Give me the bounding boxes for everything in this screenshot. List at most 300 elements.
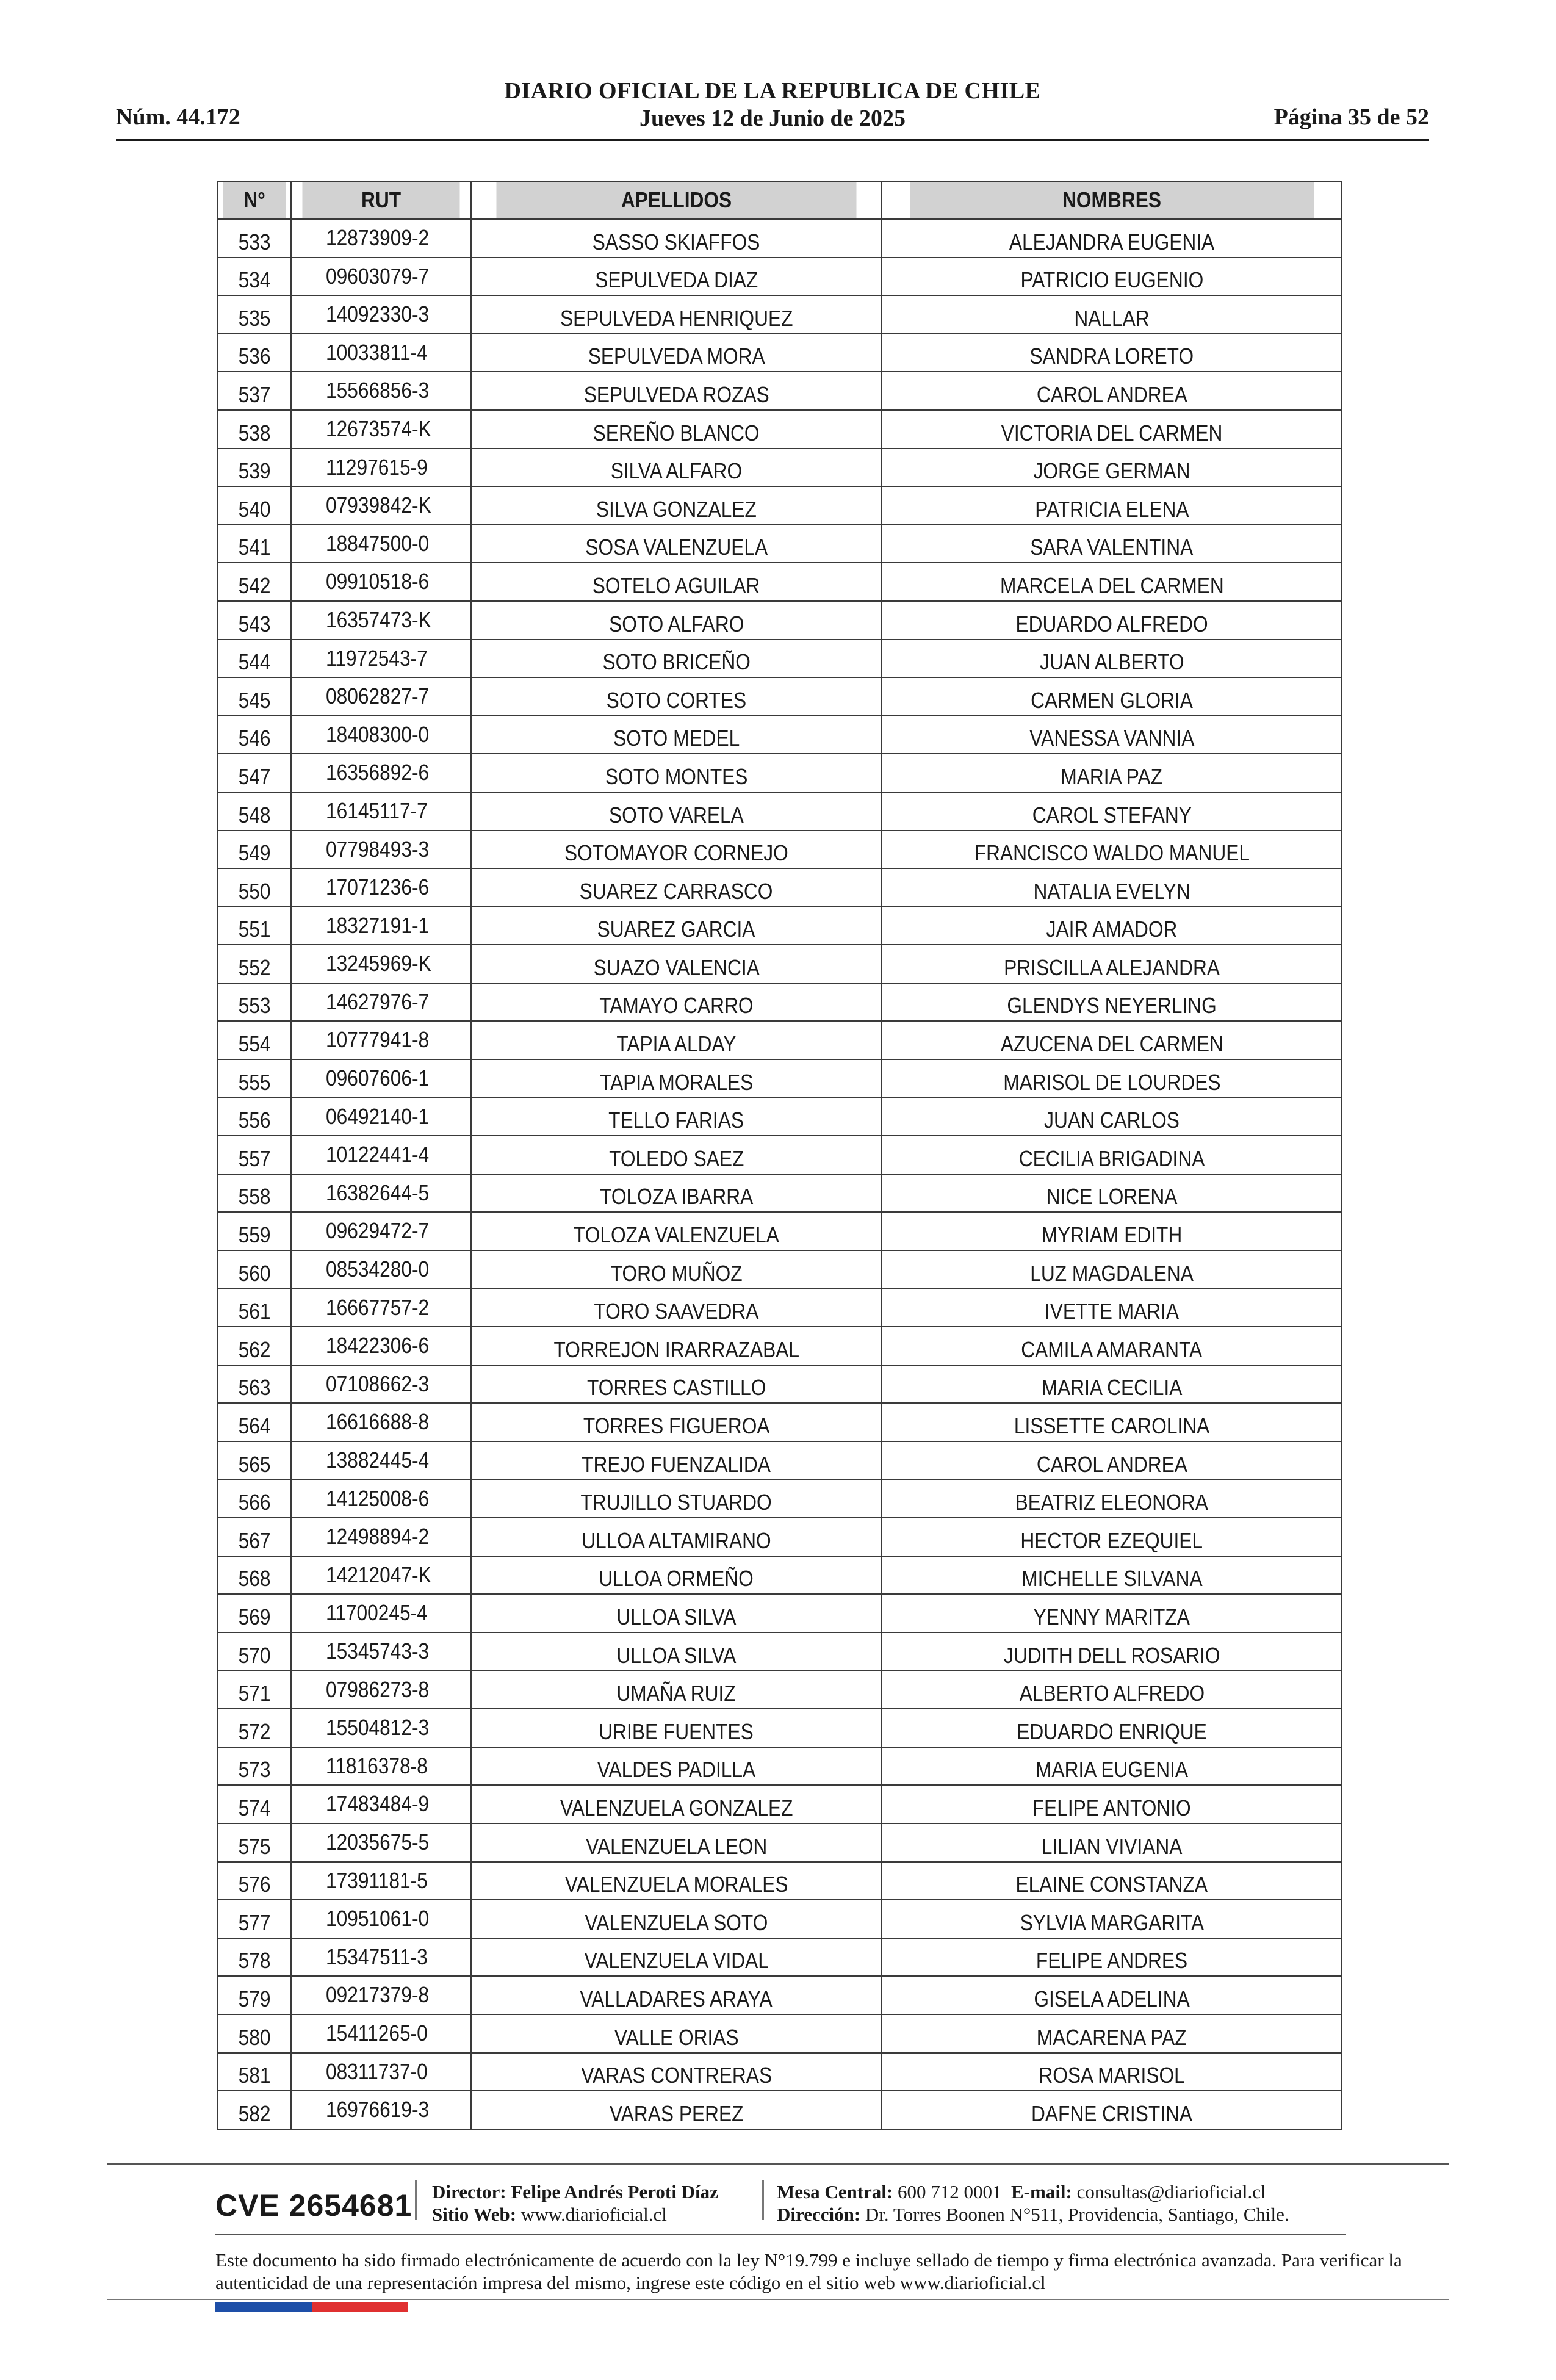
rut-cell: [291, 831, 471, 869]
rut-cell-text: 07798493-3: [326, 836, 430, 862]
row-number: [218, 601, 291, 640]
row-number: [218, 1518, 291, 1556]
table-row: [218, 295, 1342, 334]
nombres-cell: [882, 1594, 1342, 1632]
apellidos-cell: [471, 1480, 882, 1518]
apellidos-cell-text: TORRES FIGUEROA: [583, 1413, 770, 1438]
nombres-cell-text: JORGE GERMAN: [1033, 458, 1190, 484]
apellidos-cell: [471, 868, 882, 907]
apellidos-cell-text: TORO SAAVEDRA: [594, 1299, 759, 1324]
nombres-cell: [882, 449, 1342, 487]
rut-cell-text: 18327191-1: [326, 912, 430, 938]
apellidos-cell: [471, 334, 882, 372]
nombres-cell: [882, 1709, 1342, 1747]
apellidos-cell-text: TOLEDO SAEZ: [608, 1145, 744, 1171]
nombres-cell-text: FRANCISCO WALDO MANUEL: [974, 840, 1250, 866]
row-number: [218, 1136, 291, 1174]
table-row: [218, 449, 1342, 487]
row-number: [218, 449, 291, 487]
table-row: [218, 1785, 1342, 1823]
rut-cell-text: 13245969-K: [326, 951, 431, 976]
nombres-cell-text: ROSA MARISOL: [1039, 2063, 1185, 2088]
nombres-cell: [882, 1136, 1342, 1174]
nombres-cell: [882, 486, 1342, 525]
rut-cell: [291, 677, 471, 716]
apellidos-cell: [471, 1098, 882, 1136]
rut-cell: [291, 1594, 471, 1632]
table-row: [218, 2053, 1342, 2091]
nombres-cell-text: LISSETTE CAROLINA: [1014, 1413, 1210, 1438]
issue-number: Núm. 44.172: [116, 104, 240, 130]
nombres-cell-text: CARMEN GLORIA: [1031, 687, 1193, 713]
apellidos-cell-text: TORO MUÑOZ: [610, 1260, 743, 1286]
rut-cell: [291, 334, 471, 372]
row-number: [218, 868, 291, 907]
nombres-cell: [882, 1021, 1342, 1059]
email-link[interactable]: consultas@diarioficial.cl: [1076, 2181, 1266, 2202]
row-number-text: 570: [238, 1642, 271, 1668]
row-number-text: 541: [238, 535, 271, 560]
rut-cell-text: 16356892-6: [326, 760, 430, 785]
table-row: [218, 1862, 1342, 1900]
apellidos-cell-text: VALLE ORIAS: [614, 2024, 739, 2050]
rut-cell-text: 18408300-0: [326, 721, 430, 747]
apellidos-cell: [471, 372, 882, 410]
apellidos-cell: [471, 1976, 882, 2014]
rut-cell-text: 10122441-4: [326, 1142, 430, 1167]
row-number-text: 540: [238, 496, 271, 522]
nombres-cell-text: NICE LORENA: [1046, 1184, 1178, 1210]
row-number-text: 547: [238, 763, 271, 789]
apellidos-cell-text: VALENZUELA GONZALEZ: [560, 1795, 793, 1820]
row-number: [218, 295, 291, 334]
apellidos-cell-text: SOTO MEDEL: [613, 726, 740, 751]
row-number-text: 567: [238, 1527, 271, 1553]
apellidos-cell: [471, 410, 882, 449]
nombres-cell-text: GISELA ADELINA: [1034, 1986, 1190, 2011]
table-row: [218, 334, 1342, 372]
apellidos-cell-text: ULLOA SILVA: [616, 1604, 737, 1629]
row-number: [218, 792, 291, 831]
nombres-cell: [882, 1785, 1342, 1823]
row-number-text: 579: [238, 1986, 271, 2011]
footer-separator: [762, 2180, 764, 2220]
table-row: [218, 754, 1342, 792]
rut-cell-text: 15566856-3: [326, 378, 430, 403]
table-row: [218, 1823, 1342, 1862]
nombres-cell: [882, 1823, 1342, 1862]
nombres-cell-text: DAFNE CRISTINA: [1031, 2101, 1193, 2126]
nombres-cell-text: VICTORIA DEL CARMEN: [1001, 420, 1223, 445]
nombres-cell: [882, 1671, 1342, 1709]
rut-cell-text: 10033811-4: [326, 339, 428, 365]
nombres-cell: [882, 792, 1342, 831]
table-row: [218, 1136, 1342, 1174]
nombres-cell: [882, 983, 1342, 1022]
nombres-cell-text: LILIAN VIVIANA: [1041, 1833, 1183, 1859]
website-link[interactable]: www.diarioficial.cl: [520, 2204, 667, 2225]
nombres-cell-text: MYRIAM EDITH: [1041, 1222, 1183, 1248]
nombres-cell-text: PRISCILLA ALEJANDRA: [1004, 954, 1220, 980]
nombres-cell: [882, 410, 1342, 449]
row-number-text: 545: [238, 687, 271, 713]
nombres-cell: [882, 907, 1342, 945]
table-row: [218, 1289, 1342, 1327]
apellidos-cell-text: VALDES PADILLA: [597, 1757, 756, 1783]
row-number-text: 546: [238, 726, 271, 751]
nombres-cell: [882, 1747, 1342, 1786]
nombres-cell-text: ALEJANDRA EUGENIA: [1009, 229, 1215, 254]
apellidos-cell: [471, 1518, 882, 1556]
apellidos-cell: [471, 1021, 882, 1059]
rut-cell: [291, 295, 471, 334]
rut-cell: [291, 716, 471, 754]
rut-cell: [291, 1709, 471, 1747]
row-number-text: 554: [238, 1031, 271, 1057]
apellidos-cell: [471, 486, 882, 525]
row-number: [218, 1709, 291, 1747]
apellidos-cell-text: SUAZO VALENCIA: [593, 954, 760, 980]
rut-cell: [291, 1327, 471, 1365]
rut-cell: [291, 1250, 471, 1289]
table-row: [218, 601, 1342, 640]
row-number: [218, 1823, 291, 1862]
nombres-cell-text: GLENDYS NEYERLING: [1007, 993, 1217, 1019]
apellidos-cell: [471, 907, 882, 945]
nombres-cell-text: JAIR AMADOR: [1046, 917, 1178, 942]
row-number: [218, 640, 291, 678]
apellidos-cell: [471, 2053, 882, 2091]
apellidos-cell-text: TOLOZA IBARRA: [599, 1184, 754, 1210]
row-number: [218, 486, 291, 525]
rut-cell-text: 15411265-0: [326, 2020, 428, 2046]
apellidos-cell: [471, 1823, 882, 1862]
table-row: [218, 1747, 1342, 1786]
apellidos-cell: [471, 1403, 882, 1441]
row-number: [218, 1862, 291, 1900]
row-number: [218, 1289, 291, 1327]
rut-cell-text: 08311737-0: [326, 2058, 428, 2084]
nombres-cell: [882, 1365, 1342, 1404]
table-row: [218, 525, 1342, 563]
row-number-text: 536: [238, 344, 271, 369]
flag-stripe-red: [312, 2302, 408, 2312]
rut-cell-text: 14212047-K: [326, 1562, 431, 1587]
apellidos-cell-text: UMAÑA RUIZ: [616, 1681, 737, 1706]
table-row: [218, 372, 1342, 410]
nombres-cell-text: PATRICIA ELENA: [1034, 496, 1189, 522]
table-row: [218, 677, 1342, 716]
footer-divider-middle: [215, 2234, 1346, 2235]
row-number: [218, 219, 291, 258]
nombres-cell: [882, 1327, 1342, 1365]
row-number: [218, 258, 291, 296]
apellidos-cell-text: SILVA ALFARO: [610, 458, 743, 484]
apellidos-cell: [471, 1289, 882, 1327]
apellidos-cell: [471, 1785, 882, 1823]
apellidos-cell: [471, 1594, 882, 1632]
masthead: [116, 77, 1429, 132]
apellidos-cell-text: VALENZUELA SOTO: [585, 1909, 768, 1935]
table-row: [218, 1212, 1342, 1250]
row-number-text: 534: [238, 267, 271, 293]
row-number: [218, 2053, 291, 2091]
apellidos-cell-text: URIBE FUENTES: [599, 1718, 754, 1744]
apellidos-cell-text: VALLADARES ARAYA: [580, 1986, 773, 2011]
apellidos-cell-text: SEPULVEDA HENRIQUEZ: [560, 305, 793, 331]
rut-cell: [291, 1900, 471, 1938]
apellidos-cell-text: ULLOA ALTAMIRANO: [582, 1527, 771, 1553]
apellidos-cell: [471, 1747, 882, 1786]
table-row: [218, 219, 1342, 258]
row-number-text: 565: [238, 1451, 271, 1477]
issue-date: Jueves 12 de Junio de 2025: [639, 106, 906, 131]
row-number-text: 537: [238, 381, 271, 407]
row-number: [218, 716, 291, 754]
table-row: [218, 258, 1342, 296]
nombres-cell: [882, 1250, 1342, 1289]
row-number: [218, 983, 291, 1022]
nombres-cell-text: FELIPE ANDRES: [1036, 1948, 1188, 1974]
table-row: [218, 1938, 1342, 1977]
nombres-cell: [882, 1403, 1342, 1441]
row-number-text: 551: [238, 917, 271, 942]
nombres-cell: [882, 525, 1342, 563]
rut-cell: [291, 2053, 471, 2091]
table-row: [218, 1976, 1342, 2014]
footer-divider-top: [107, 2163, 1449, 2165]
apellidos-cell: [471, 2091, 882, 2129]
apellidos-cell-text: TREJO FUENZALIDA: [582, 1451, 771, 1477]
rut-cell-text: 17483484-9: [326, 1791, 430, 1817]
nombres-cell-text: JUAN CARLOS: [1044, 1108, 1180, 1133]
rut-cell-text: 11972543-7: [326, 645, 428, 671]
apellidos-cell: [471, 792, 882, 831]
apellidos-cell: [471, 563, 882, 601]
row-number: [218, 1785, 291, 1823]
table-row: [218, 1250, 1342, 1289]
row-number-text: 573: [238, 1757, 271, 1783]
rut-cell-text: 16145117-7: [326, 798, 428, 823]
row-number: [218, 831, 291, 869]
page-footer: [107, 2163, 1449, 2310]
table-row: [218, 1327, 1342, 1365]
cve-code: CVE 2654681: [215, 2188, 412, 2223]
nombres-cell-text: BEATRIZ ELEONORA: [1015, 1490, 1209, 1515]
apellidos-cell: [471, 716, 882, 754]
row-number-text: 539: [238, 458, 271, 484]
flag-stripe: [215, 2302, 408, 2312]
nombres-cell: [882, 258, 1342, 296]
rut-cell-text: 16616688-8: [326, 1409, 430, 1435]
apellidos-cell-text: VARAS PEREZ: [609, 2101, 744, 2126]
row-number-text: 556: [238, 1108, 271, 1133]
apellidos-cell: [471, 754, 882, 792]
row-number-text: 566: [238, 1490, 271, 1515]
table-row: [218, 945, 1342, 983]
table-row: [218, 2091, 1342, 2129]
row-number: [218, 372, 291, 410]
apellidos-cell: [471, 1212, 882, 1250]
apellidos-cell: [471, 1671, 882, 1709]
nombres-cell: [882, 1289, 1342, 1327]
row-number: [218, 907, 291, 945]
rut-cell: [291, 1747, 471, 1786]
nombres-cell-text: PATRICIO EUGENIO: [1020, 267, 1203, 293]
rut-cell: [291, 1480, 471, 1518]
row-number-text: 575: [238, 1833, 271, 1859]
rut-cell: [291, 1098, 471, 1136]
column-header-nombres: NOMBRES: [909, 181, 1314, 219]
rut-cell-text: 11816378-8: [326, 1753, 428, 1778]
row-number-text: 562: [238, 1336, 271, 1362]
table-row: [218, 1900, 1342, 1938]
nombres-cell: [882, 1938, 1342, 1977]
row-number: [218, 1900, 291, 1938]
rut-cell: [291, 1632, 471, 1671]
flag-stripe-blue: [215, 2302, 312, 2312]
apellidos-cell: [471, 1632, 882, 1671]
apellidos-cell-text: SEPULVEDA DIAZ: [594, 267, 758, 293]
nombres-cell-text: LUZ MAGDALENA: [1030, 1260, 1194, 1286]
row-number-text: 577: [238, 1909, 271, 1935]
row-number: [218, 754, 291, 792]
row-number-text: 555: [238, 1069, 271, 1095]
nombres-cell-text: CAROL ANDREA: [1036, 1451, 1187, 1477]
nombres-cell-text: MARIA CECILIA: [1041, 1375, 1183, 1401]
nombres-cell: [882, 1556, 1342, 1595]
nombres-cell-text: ELAINE CONSTANZA: [1015, 1872, 1208, 1897]
rut-cell: [291, 486, 471, 525]
row-number: [218, 1747, 291, 1786]
nombres-cell-text: SANDRA LORETO: [1029, 344, 1194, 369]
row-number: [218, 1327, 291, 1365]
rut-cell-text: 06492140-1: [326, 1103, 430, 1129]
table-row: [218, 1098, 1342, 1136]
apellidos-cell: [471, 525, 882, 563]
table-row: [218, 2014, 1342, 2053]
rut-cell: [291, 1862, 471, 1900]
nombres-cell: [882, 334, 1342, 372]
rut-cell-text: 09910518-6: [326, 569, 430, 594]
nombres-cell: [882, 563, 1342, 601]
nombres-cell-text: MARCELA DEL CARMEN: [1000, 572, 1224, 598]
gazette-title: DIARIO OFICIAL DE LA REPUBLICA DE CHILE: [504, 78, 1041, 104]
row-number: [218, 1365, 291, 1404]
nombres-cell-text: CECILIA BRIGADINA: [1018, 1145, 1205, 1171]
rut-cell-text: 12673574-K: [326, 416, 431, 441]
row-number: [218, 1403, 291, 1441]
rut-cell-text: 07939842-K: [326, 492, 431, 518]
table-body: [218, 219, 1342, 2129]
rut-cell: [291, 1976, 471, 2014]
apellidos-cell-text: SEREÑO BLANCO: [593, 420, 760, 445]
table-row: [218, 907, 1342, 945]
nombres-cell-text: MARISOL DE LOURDES: [1003, 1069, 1221, 1095]
row-number: [218, 1480, 291, 1518]
apellidos-cell-text: SOTO BRICEÑO: [602, 649, 751, 675]
apellidos-cell: [471, 983, 882, 1022]
row-number-text: 563: [238, 1375, 271, 1401]
apellidos-cell-text: TELLO FARIAS: [608, 1108, 744, 1133]
apellidos-cell-text: SOTOMAYOR CORNEJO: [564, 840, 788, 866]
rut-cell: [291, 1174, 471, 1213]
nombres-cell-text: EDUARDO ALFREDO: [1015, 611, 1208, 636]
row-number-text: 559: [238, 1222, 271, 1248]
row-number: [218, 1250, 291, 1289]
rut-cell: [291, 640, 471, 678]
email-label: E-mail:: [1011, 2181, 1072, 2202]
roster-table: [217, 181, 1342, 2130]
rut-cell-text: 15504812-3: [326, 1715, 430, 1740]
table-row: [218, 1441, 1342, 1480]
rut-cell: [291, 1823, 471, 1862]
apellidos-cell: [471, 1938, 882, 1977]
apellidos-cell-text: SOTELO AGUILAR: [593, 572, 760, 598]
apellidos-cell-text: VALENZUELA MORALES: [564, 1872, 788, 1897]
rut-cell: [291, 1136, 471, 1174]
nombres-cell: [882, 754, 1342, 792]
rut-cell-text: 16357473-K: [326, 607, 431, 632]
row-number-text: 548: [238, 802, 271, 828]
apellidos-cell: [471, 601, 882, 640]
rut-cell: [291, 563, 471, 601]
apellidos-cell-text: SILVA GONZALEZ: [596, 496, 757, 522]
table-row: [218, 640, 1342, 678]
row-number-text: 533: [238, 229, 271, 254]
row-number: [218, 677, 291, 716]
row-number-text: 574: [238, 1795, 271, 1820]
nombres-cell: [882, 2053, 1342, 2091]
nombres-cell: [882, 2014, 1342, 2053]
apellidos-cell: [471, 258, 882, 296]
rut-cell-text: 16667757-2: [326, 1294, 430, 1320]
row-number: [218, 1098, 291, 1136]
table-row: [218, 1709, 1342, 1747]
row-number-text: 542: [238, 572, 271, 598]
apellidos-cell-text: TAMAYO CARRO: [599, 993, 754, 1019]
rut-cell: [291, 945, 471, 983]
apellidos-cell: [471, 1250, 882, 1289]
contact-block: [777, 2180, 1289, 2226]
nombres-cell: [882, 1900, 1342, 1938]
rut-cell-text: 11297615-9: [326, 454, 428, 480]
rut-cell-text: 09217379-8: [326, 1982, 430, 2008]
rut-cell-text: 10951061-0: [326, 1906, 430, 1931]
row-number-text: 552: [238, 954, 271, 980]
apellidos-cell: [471, 1059, 882, 1098]
nombres-cell-text: NALLAR: [1074, 305, 1150, 331]
row-number: [218, 1212, 291, 1250]
signature-notice: Este documento ha sido firmado electrónicamente de acuerdo con la ley N°19.799 e incluye sellado de tiempo y firma electrónica avanzada. Para verificar la autenticidad de una representación impresa del mismo, ingrese este código en el sitio web www.diarioficial.cl: [215, 2249, 1402, 2293]
row-number-text: 582: [238, 2101, 271, 2126]
rut-cell: [291, 1212, 471, 1250]
apellidos-cell: [471, 1136, 882, 1174]
apellidos-cell: [471, 295, 882, 334]
table-row: [218, 1480, 1342, 1518]
nombres-cell-text: JUDITH DELL ROSARIO: [1003, 1642, 1220, 1668]
nombres-cell-text: CAROL STEFANY: [1032, 802, 1192, 828]
row-number-text: 543: [238, 611, 271, 636]
rut-cell: [291, 2091, 471, 2129]
rut-cell-text: 08534280-0: [326, 1257, 430, 1282]
header-divider: [116, 139, 1429, 141]
column-header-apellidos: APELLIDOS: [495, 181, 857, 219]
nombres-cell-text: CAROL ANDREA: [1036, 381, 1187, 407]
apellidos-cell-text: SUAREZ CARRASCO: [580, 878, 773, 904]
row-number-text: 538: [238, 420, 271, 445]
nombres-cell: [882, 2091, 1342, 2129]
